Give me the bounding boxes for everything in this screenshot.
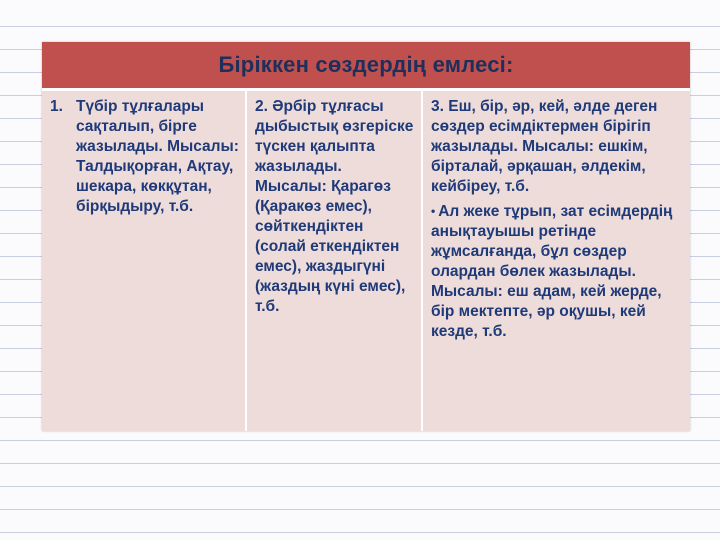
rules-table — [42, 42, 690, 431]
rule-cell-3 — [422, 90, 690, 432]
bullet-icon: • — [431, 204, 436, 218]
rule-text-1: Түбір тұлғалары сақталып, бірге жазылады. Мысалы: Талдықорған, Ақтау, шекара, көкқұтан, бірқыдыру, т.б. — [76, 98, 239, 215]
table-title: Біріккен сөздердің емлесі: — [42, 42, 690, 90]
content-row — [42, 90, 690, 432]
numbered-item — [50, 97, 239, 217]
bullet-item — [431, 201, 684, 342]
bullet-text: Ал жеке тұрып, зат есімдердің анықтауышы ретінде жұмсалғанда, бұл сөздер олардан бөлек жазылады. Мысалы: еш адам, кей жерде, бір мектепте, әр оқушы, кей кезде, т.б. — [431, 203, 673, 340]
rule-text-2: 2. Әрбір тұлғасы дыбыстық өзгеріске түскен қалыпта жазылады. Мысалы: Қарагөз (Қаракөз емес), сөйткендіктен (солай еткендіктен емес), жаздыгүні (жаздың күні емес), т.б. — [255, 98, 414, 315]
rule-text-3: 3. Еш, бір, әр, кей, әлде деген сөздер есімдіктермен бірігіп жазылады. Мысалы: ешкім, бірталай, әрқашан, әлдекім, кейбіреу, т.б. — [431, 98, 658, 195]
rule-cell-1 — [42, 90, 246, 432]
title-row — [42, 42, 690, 90]
item-number: 1. — [50, 98, 63, 115]
rule-cell-2 — [246, 90, 422, 432]
